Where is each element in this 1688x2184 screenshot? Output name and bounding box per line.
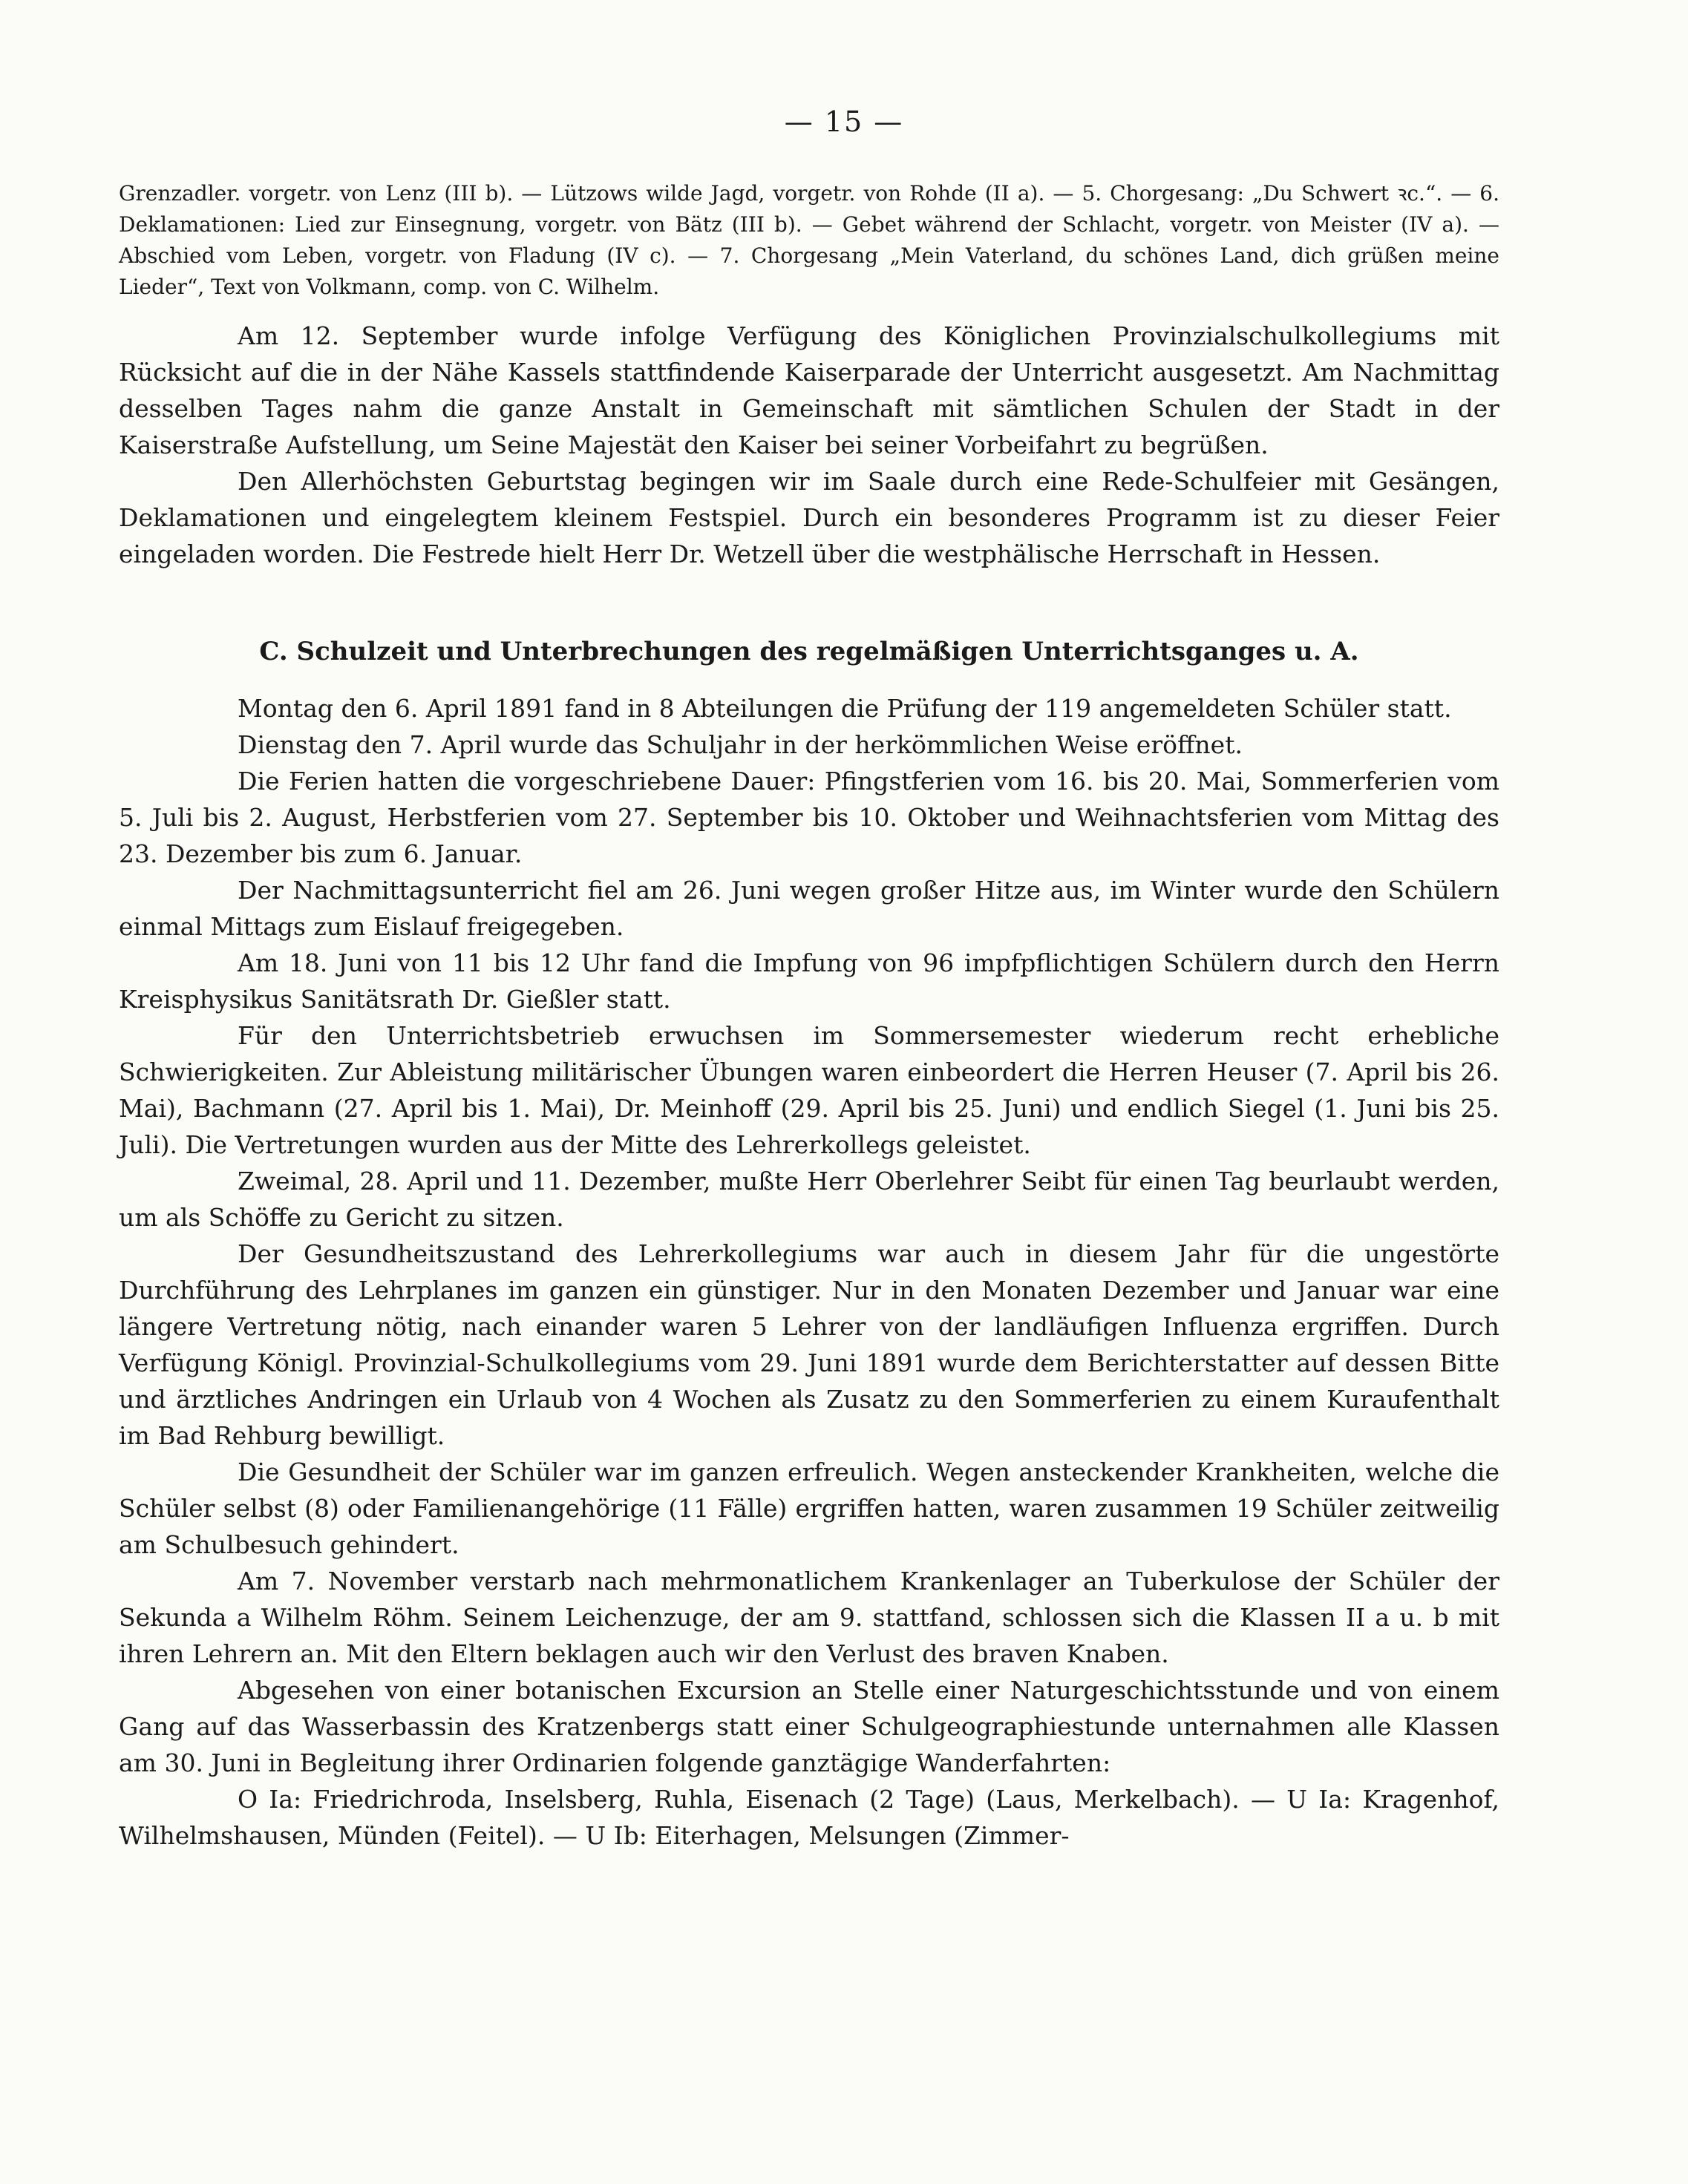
program-text: Grenzadler. vorgetr. von Lenz (III b). — Lützows wilde Jagd, vorgetr. von Rohde (II a). — 5. Chorgesang: „Du Schwert ꝛc.“. — 6. Deklamationen: Lied zur Einsegnung, vorgetr. von Bätz (III b). — Gebet während der Schlacht, vorgetr. von Meister (IV a). — Abschied vom Leben, vorgetr. von Fladung (IV c). — 7. Chorgesang „Mein Vaterland, du schönes Land, dich grüßen meine Lieder“, Text von Volkmann, comp. von C. Wilhelm.: [119, 181, 1499, 299]
paragraph: Dienstag den 7. April wurde das Schuljahr in der herkömmlichen Weise eröffnet.: [238, 730, 1243, 759]
section-body: [119, 690, 1499, 1854]
page-number: — 15 —: [784, 105, 904, 138]
paragraph: Den Allerhöchsten Geburtstag begingen wir im Saale durch eine Rede-Schulfeier mit Gesängen, Deklamationen und eingelegtem kleinem Festspiel. Durch ein besonderes Programm ist zu dieser Feier eingeladen worden. Die Festrede hielt Herr Dr. Wetzell über die westphälische Herrschaft in Hessen.: [119, 467, 1499, 568]
paragraph: Der Nachmittagsunterricht fiel am 26. Juni wegen großer Hitze aus, im Winter wurde den Schülern einmal Mittags zum Eislauf freigegeben.: [119, 876, 1499, 941]
paragraph: Für den Unterrichtsbetrieb erwuchsen im Sommersemester wiederum recht erhebliche Schwierigkeiten. Zur Ableistung militärischer Übungen waren einbeordert die Herren Heuser (7. April bis 26. Mai), Bachmann (27. April bis 1. Mai), Dr. Meinhoff (29. April bis 25. Juni) und endlich Siegel (1. Juni bis 25. Juli). Die Vertretungen wurden aus der Mitte des Lehrerkollegs geleistet.: [119, 1021, 1499, 1159]
paragraph: Am 7. November verstarb nach mehrmonatlichem Krankenlager an Tuberkulose der Schüler der Sekunda a Wilhelm Röhm. Seinem Leichenzuge, der am 9. stattfand, schlossen sich die Klassen II a u. b mit ihren Lehrern an. Mit den Eltern beklagen auch wir den Verlust des braven Knaben.: [119, 1567, 1499, 1668]
paragraph: Der Gesundheitszustand des Lehrerkollegiums war auch in diesem Jahr für die ungestörte Durchführung des Lehrplanes im ganzen ein günstiger. Nur in den Monaten Dezember und Januar war eine längere Vertretung nötig, nach einander waren 5 Lehrer von der landläufigen Influenza ergriffen. Durch Verfügung Königl. Provinzial-Schulkollegiums vom 29. Juni 1891 wurde dem Berichterstatter auf dessen Bitte und ärztliches Andringen ein Urlaub von 4 Wochen als Zusatz zu den Sommerferien zu einem Kuraufenthalt im Bad Rehburg bewilligt.: [119, 1239, 1499, 1450]
paragraph: O Ia: Friedrichroda, Inselsberg, Ruhla, Eisenach (2 Tage) (Laus, Merkelbach). — U Ia: Kragenhof, Wilhelmshausen, Münden (Feitel). — U Ib: Eiterhagen, Melsungen (Zimmer-: [119, 1785, 1499, 1850]
paragraph: Abgesehen von einer botanischen Excursion an Stelle einer Naturgeschichtsstunde und von einem Gang auf das Wasserbassin des Kratzenbergs statt einer Schulgeographiestunde unternahmen alle Klassen am 30. Juni in Begleitung ihrer Ordinarien folgende ganztägige Wanderfahrten:: [119, 1676, 1499, 1777]
paragraph: Zweimal, 28. April und 11. Dezember, mußte Herr Oberlehrer Seibt für einen Tag beurlaubt werden, um als Schöffe zu Gericht zu sitzen.: [119, 1167, 1499, 1232]
paragraph: Die Gesundheit der Schüler war im ganzen erfreulich. Wegen ansteckender Krankheiten, welche die Schüler selbst (8) oder Familienangehörige (11 Fälle) ergriffen hatten, waren zusammen 19 Schüler zeitweilig am Schulbesuch gehindert.: [119, 1457, 1499, 1559]
paragraph: Am 18. Juni von 11 bis 12 Uhr fand die Impfung von 96 impfpflichtigen Schülern durch den Herrn Kreisphysikus Sanitätsrath Dr. Gießler statt.: [119, 948, 1499, 1014]
paragraph: Montag den 6. April 1891 fand in 8 Abteilungen die Prüfung der 119 angemeldeten Schüler statt.: [238, 694, 1452, 723]
program-list: [119, 178, 1499, 303]
section-heading: C. Schulzeit und Unterbrechungen des regelmäßigen Unterrichtsganges u. A.: [259, 637, 1359, 666]
events-section: [119, 318, 1499, 572]
paragraph: Am 12. September wurde infolge Verfügung des Königlichen Provinzialschulkollegiums mit Rücksicht auf die in der Nähe Kassels stattfindende Kaiserparade der Unterricht ausgesetzt. Am Nachmittag desselben Tages nahm die ganze Anstalt in Gemeinschaft mit sämtlichen Schulen der Stadt in der Kaiserstraße Aufstellung, um Seine Majestät den Kaiser bei seiner Vorbeifahrt zu begrüßen.: [119, 321, 1499, 459]
paragraph: Die Ferien hatten die vorgeschriebene Dauer: Pfingstferien vom 16. bis 20. Mai, Sommerferien vom 5. Juli bis 2. August, Herbstferien vom 27. September bis 10. Oktober und Weihnachtsferien vom Mittag des 23. Dezember bis zum 6. Januar.: [119, 767, 1499, 868]
